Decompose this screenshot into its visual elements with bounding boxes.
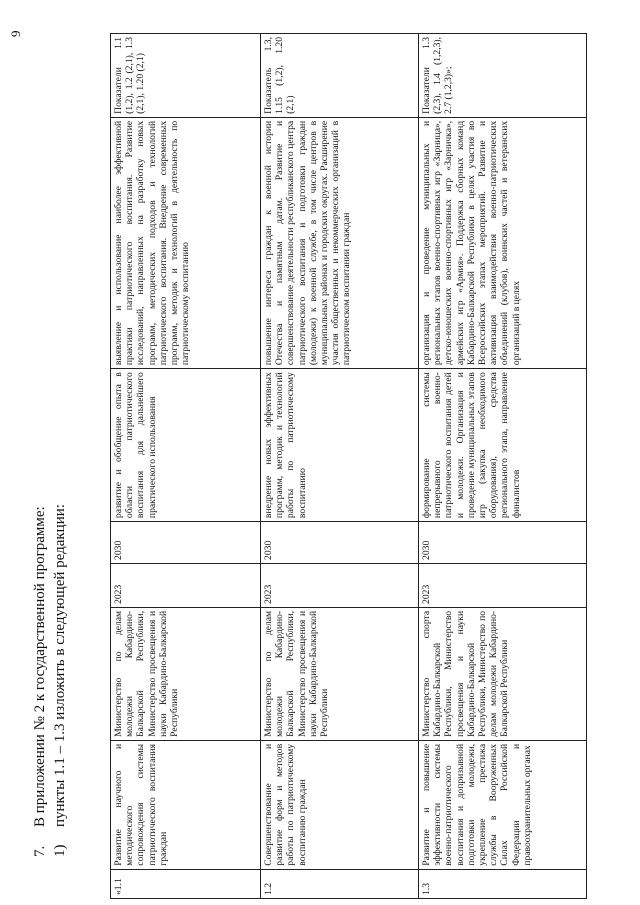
responsible-executor: Министерство по делам молодежи Кабардино-Балкарской Республики, Министерство просвещения и науки Кабардино-Балкарской Республики — [111, 607, 261, 740]
start-year: 2023 — [419, 563, 587, 607]
responsible-executor: Министерство спорта Кабардино-Балкарской Республики, Министерство просвещения и науки Кабардино-Балкарской Республики, Министерство по делам молодежи Кабардино-Балкарской Республики — [419, 607, 587, 740]
table-row — [111, 34, 261, 899]
start-year: 2023 — [261, 563, 419, 607]
expected-result: формирование системы непрерывного военно-патриотического воспитания детей и молодежи. Организация и проведение муниципальных этапов игр (закупка необходимого оборудования), средства регионального этапа, направление финалистов — [419, 369, 587, 522]
heading-line-2-number: 1) — [52, 844, 68, 857]
heading-line-2-text: пункты 1.1 – 1.3 изложить в следующей редакции: — [52, 504, 68, 827]
measure-name: Совершенствование и развитие форм и методов работы по патриотическому воспитанию граждан — [261, 740, 419, 869]
heading-line-1-number: 7. — [32, 845, 48, 857]
table-row — [419, 34, 587, 899]
main-directions: организация и проведение муниципальных и региональных этапов военно-спортивных игр «Зарница», детско-юношеских военно-спортивных игр «Зарничка», армейских игр «Армия». Поддержка сборных команд Кабардино-Балкарской Республики в целях участия во Всероссийских этапах мероприятий. Развитие и активизация взаимодействия военно-патриотических объединений (клубов), воинских частей и ветеранских организаций в целях — [419, 117, 587, 368]
table-row — [261, 34, 419, 899]
amendment-heading — [30, 504, 70, 857]
expected-result: внедрение новых эффективных программ, методик и технологий работы по патриотическому воспитанию — [261, 369, 419, 522]
indicators: Показатель 1.3, 1.15 (1,2), 1.20 (2,1) — [261, 34, 419, 118]
row-number: «1.1 — [111, 869, 261, 898]
start-year: 2023 — [111, 563, 261, 607]
row-number: 1.2 — [261, 869, 419, 898]
end-year: 2030 — [261, 522, 419, 564]
end-year: 2030 — [419, 522, 587, 564]
page-number: 9 — [8, 30, 23, 37]
heading-line-2 — [50, 504, 70, 857]
main-directions: повышение интереса граждан к военной истории Отечества и памятным датам. Развитие и совершенствование деятельности республиканского центра патриотического воспитания и подготовки граждан (молодежи) к военной службе, в том числе центров в муниципальных районах и городских округах. Расширение участия общественных и некоммерческих организаций в патриотическом воспитании граждан — [261, 117, 419, 368]
indicators: Показатели 1.1 (1,2), 1.2 (2,1), 1.3 (2,1), 1.20 (2,1) — [111, 34, 261, 118]
row-number: 1.3 — [419, 869, 587, 898]
measure-name: Развитие научного и методического сопровождения системы патриотического воспитания граждан — [111, 740, 261, 869]
responsible-executor: Министерство по делам молодежи Кабардино-Балкарской Республики, Министерство просвещения и науки Кабардино-Балкарской Республики — [261, 607, 419, 740]
measure-name: Развитие и повышение эффективности системы военно-патриотического воспитания и допризывной подготовки молодежи, укрепление престижа службы в Вооруженных Силах Российской Федерации и правоохранительных органах — [419, 740, 587, 869]
end-year: 2030 — [111, 522, 261, 564]
expected-result: развитие и обобщение опыта в области патриотического воспитания для дальнейшего практического использования — [111, 369, 261, 522]
indicators: Показатели 1.3 (2,3), 1.4 (1,2,3), 2.7 (1,2,3)»; — [419, 34, 587, 118]
heading-line-1 — [30, 504, 50, 857]
program-table — [110, 33, 587, 899]
main-directions: выявление и использование наиболее эффективной практики патриотического воспитания. Развитие исследований, направленных на разработку новых программ, методических подходов и технологий патриотического воспитания. Внедрение современных программ, методик и технологий в деятельность по патриотическому воспитанию — [111, 117, 261, 368]
heading-line-1-text: В приложении № 2 к государственной программе: — [32, 506, 48, 827]
